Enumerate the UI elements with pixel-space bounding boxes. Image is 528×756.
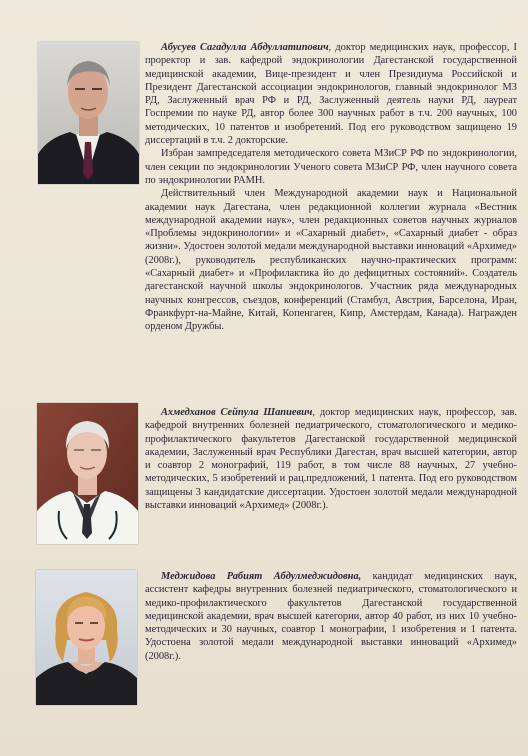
portrait-photo-akhmedkhanov [37, 403, 138, 544]
bio-abusuev-paragraph-2: Избран зампредседателя методического совета МЗиСР РФ по эндокринологии, член секции по эндокринологии Ученого совета МЗиСР РФ, член научного совета по эндокринологии РАМН. [145, 148, 517, 186]
portrait-akhmedkhanov-image [37, 403, 138, 544]
bio-medzhidova [145, 570, 517, 663]
bio-medzhidova-paragraph-1 [145, 570, 517, 663]
person-name-medzhidova: Меджидова Рабият Абдулмеджидовна, [161, 571, 362, 582]
person-name-akhmedkhanov: Ахмедханов Сейпула Шапиевич [161, 407, 313, 418]
portrait-medzhidova-image [36, 570, 137, 705]
bio-akhmedkhanov [145, 406, 517, 512]
bio-akhmedkhanov-paragraph-1 [145, 406, 517, 512]
bio-abusuev-paragraph-1 [145, 41, 517, 147]
portrait-abusuev-image [38, 42, 139, 184]
portrait-photo-abusuev [38, 42, 139, 184]
bio-medzhidova-text-1: кандидат медицинских наук, ассистент кафедры внутренних болезней педиатрического, стоматологического и медико-профилактического факультетов Дагестанской государственной медицинской академии, врач высшей категории, автор 40 работ, из них 10 учебно-методических и 30 научных, соавтор 1 монографии, 1 изобретения и 1 патента. Удостоена золотой медали международной выставки инноваций «Архимед» (2008г.). [145, 571, 517, 662]
bio-abusuev-paragraph-3: Действительный член Международной академии наук и Национальной академии наук Дагестана, член редакционной коллегии журнала «Вестник международной академии наук», член редакционных советов научных журналов «Проблемы эндокринологии» и «Сахарный диабет», «Сахарный диабет - образ жизни». Удостоен золотой медали международной выставки инноваций «Архимед» (2008г.), руководитель республиканских научно-практических программ: «Сахарный диабет» и «Профилактика йо до дефицитных состояний». Создатель дагестанской научной школы эндокринологов. Участник ряда международных научных конгрессов, съездов, конференций (Стамбул, Австрия, Барселона, Иран, Франкфурт-на-Майне, Китай, Копенгаген, Кипр, Амстердам, Канада). Награжден орденом Дружбы. [145, 188, 517, 333]
bio-akhmedkhanov-text-1: , доктор медицинских наук, профессор, зав. кафедрой внутренних болезней педиатрического, стоматологического и медико-профилактического факультетов Дагестанской государственной медицинской академии, Заслуженный врач Республики Дагестан, врач высшей категории, автор и соавтор 2 монографий, 119 работ, в том числе 88 научных, 27 учебно-методических, 5 изобретений и рац.предложений, 1 патента. Под его руководством защищены 3 кандидатские диссертации. Удостоен золотой медали международной выставки инноваций «Архимед» (2008г.). [145, 407, 517, 512]
bio-abusuev [145, 41, 517, 334]
bio-abusuev-text-1: , доктор медицинских наук, профессор, I проректор и зав. кафедрой эндокринологии Дагестанской государственной медицинской академии, Вице-президент и член Президиума Российской и Президент Дагестанской ассоциации эндокринологов, главный эндокринолог МЗ РД, Заслуженный врач РФ и РД, Заслуженный деятель науки РД, лауреат Госпремии по науке РД, автор более 300 научных работ в т.ч. 200 научных, 100 методических, 10 патентов и изобретений. Под его руководством защищено 19 диссертаций в т.ч. 2 докторские. [145, 42, 517, 147]
portrait-photo-medzhidova [36, 570, 137, 705]
person-name-abusuev: Абусуев Сагадулла Абдуллатипович [161, 42, 329, 53]
